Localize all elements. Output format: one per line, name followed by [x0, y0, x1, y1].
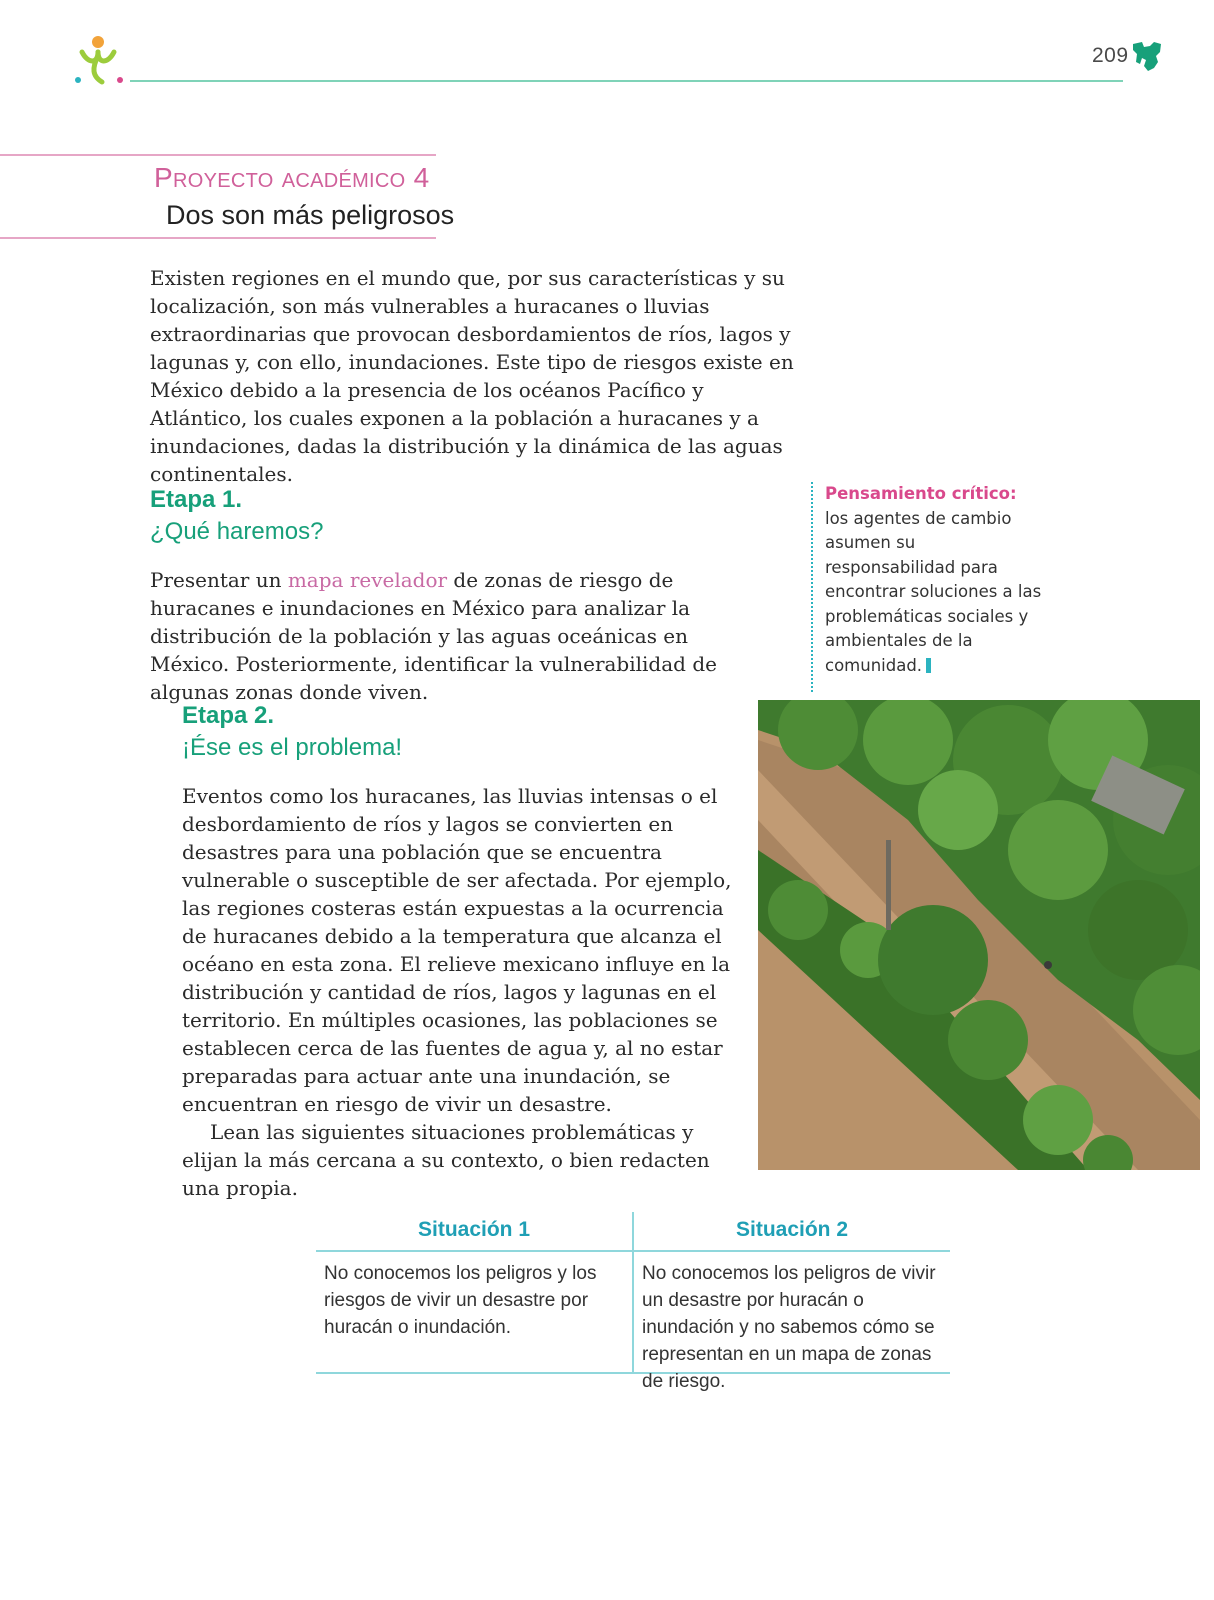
table-header-rule	[316, 1250, 950, 1252]
mexico-map-icon	[1130, 38, 1164, 74]
sidebar-text: los agentes de cambio asumen su responsabilidad para encontrar soluciones a las problemáticas sociales y ambientales de la comunidad.	[825, 508, 1042, 675]
stage-2-paragraph-1: Eventos como los huracanes, las lluvias intensas o el desbordamiento de ríos y lagos se convierten en desastres para una población que se encuentra vulnerable o susceptible de ser afectada. Por ejemplo, las regiones costeras están expuestas a la ocurrencia de huracanes debido a la temperatura que alcanza el océano en esta zona. El relieve mexicano influye en la distribución y cantidad de ríos, lagos y lagunas en el territorio. En múltiples ocasiones, las poblaciones se establecen cerca de las fuentes de agua y, al no estar preparadas para actuar ante una inundación, se encuentran en riesgo de vivir un desastre.	[182, 784, 732, 1116]
critical-thinking-sidebar	[811, 482, 1045, 692]
stage-1-heading	[150, 484, 323, 548]
stage-2-body	[182, 782, 742, 1202]
stage-1-title: Etapa 1.	[150, 486, 243, 513]
situation-1-header: Situación 1	[417, 1218, 531, 1241]
program-logo-icon	[72, 34, 128, 86]
stage-1-text-after: de zonas de riesgo de huracanes e inundaciones en México para analizar la distribución de la población y las aguas oceánicas en México. Posteriormente, identificar la vulnerabilidad de algunas zonas donde viven.	[150, 568, 717, 704]
header-rule	[130, 80, 1123, 82]
stage-2-title: Etapa 2.	[182, 702, 275, 729]
page-number: 209	[1092, 44, 1129, 67]
project-label: Proyecto académico 4	[154, 162, 430, 193]
stage-1-paragraph	[150, 566, 730, 706]
glossary-highlight: mapa revelador	[287, 568, 448, 592]
project-subtitle: Dos son más peligrosos	[166, 200, 455, 230]
stage-2-heading	[182, 700, 402, 764]
flood-photo	[758, 700, 1200, 1170]
title-top-rule	[0, 154, 436, 156]
stage-2-subtitle: ¡Ése es el problema!	[182, 734, 403, 761]
situation-1-text: No conocemos los peligros y los riesgos de vivir un desastre por huracán o inundación.	[324, 1263, 597, 1338]
sidebar-title: Pensamiento crítico:	[825, 484, 1017, 503]
stage-1-text-before: Presentar un	[150, 568, 288, 592]
situation-2-text: No conocemos los peligros de vivir un desastre por huracán o inundación y no sabemos cómo se representan en un mapa de zonas de riesgo.	[642, 1263, 936, 1392]
situation-2-header: Situación 2	[735, 1218, 849, 1241]
stage-2-paragraph-2: Lean las siguientes situaciones problemáticas y elijan la más cercana a su contexto, o bien redacten una propia.	[182, 1120, 710, 1200]
stage-1-subtitle: ¿Qué haremos?	[150, 518, 324, 545]
intro-paragraph: Existen regiones en el mundo que, por sus características y su localización, son más vulnerables a huracanes o lluvias extraordinarias que provocan desbordamientos de ríos, lagos y lagunas y, con ello, inundaciones. Este tipo de riesgos existe en México debido a la presencia de los océanos Pacífico y Atlántico, los cuales exponen a la población a huracanes y a inundaciones, dadas la distribución y la dinámica de las aguas continentales.	[150, 266, 794, 486]
end-mark-icon	[926, 658, 931, 673]
title-bottom-rule	[0, 237, 436, 239]
